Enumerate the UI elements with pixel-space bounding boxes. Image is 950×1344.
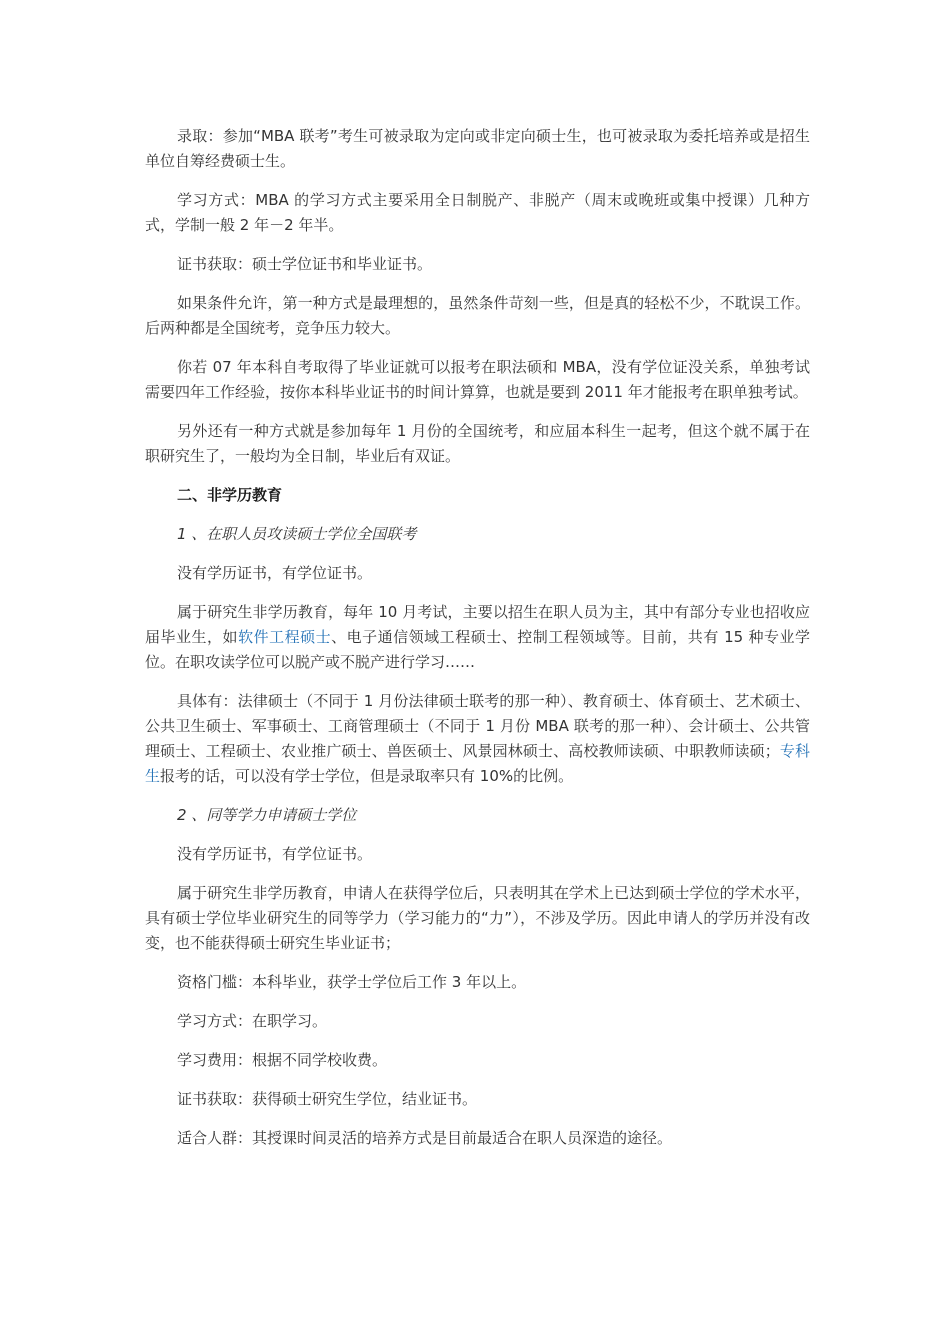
- paragraph-other-way: 另外还有一种方式就是参加每年 1 月份的全国统考，和应届本科生一起考，但这个就不属于在职研究生了，一般均为全日制，毕业后有双证。: [145, 422, 810, 465]
- junior-college-link[interactable]: 专科生: [145, 742, 810, 785]
- paragraph-national-exam-desc: [145, 600, 810, 675]
- paragraph-self-exam: 你若 07 年本科自考取得了毕业证就可以报考在职法硕和 MBA，没有学位证没关系，单独考试需要四年工作经验，按你本科毕业证书的时间计算算，也就是要到 2011 年才能报考在职单独考试。: [145, 358, 810, 401]
- section-heading-non-degree: 二、非学历教育: [177, 486, 283, 504]
- paragraph-study-mode-2: 学习方式：在职学习。: [177, 1012, 328, 1030]
- paragraph-equivalent-desc: 属于研究生非学历教育，申请人在获得学位后，只表明其在学术上已达到硕士学位的学术水平，具有硕士学位毕业研究生的同等学力（学习能力的“力”），不涉及学历。因此申请人的学历并没有改变，也不能获得硕士研究生毕业证书；: [145, 884, 810, 952]
- document-body: [145, 124, 810, 1165]
- paragraph-no-diploma-1: 没有学历证书，有学位证书。: [177, 564, 373, 582]
- paragraph-no-diploma-2: 没有学历证书，有学位证书。: [177, 845, 373, 863]
- paragraph-admission: 录取：参加“MBA 联考”考生可被录取为定向或非定向硕士生，也可被录取为委托培养或是招生单位自筹经费硕士生。: [145, 127, 810, 170]
- paragraph-fees: 学习费用：根据不同学校收费。: [177, 1051, 388, 1069]
- subsection-title-equivalent: 2 、同等学力申请硕士学位: [177, 806, 357, 824]
- paragraph-advice: 如果条件允许，第一种方式是最理想的，虽然条件苛刻一些，但是真的轻松不少，不耽误工作。后两种都是全国统考，竞争压力较大。: [145, 294, 810, 337]
- paragraph-certificate: 证书获取：硕士学位证书和毕业证书。: [177, 255, 433, 273]
- paragraph-suitable: 适合人群：其授课时间灵活的培养方式是目前最适合在职人员深造的途径。: [177, 1129, 673, 1147]
- text-segment: 具体有：法律硕士（不同于 1 月份法律硕士联考的那一种）、教育硕士、体育硕士、艺术硕士、公共卫生硕士、军事硕士、工商管理硕士（不同于 1 月份 MBA 联考的那一种）、会计硕士、公共管理硕士、工程硕士、农业推广硕士、兽医硕士、风景园林硕士、高校教师读硕、中职教师读硕；: [145, 692, 810, 760]
- software-engineering-link[interactable]: 软件工程硕士: [238, 628, 332, 646]
- paragraph-certificate-2: 证书获取：获得硕士研究生学位，结业证书。: [177, 1090, 478, 1108]
- text-segment: 报考的话，可以没有学士学位，但是录取率只有 10%的比例。: [160, 767, 574, 785]
- paragraph-degree-list: [145, 689, 810, 789]
- paragraph-requirements: 资格门槛：本科毕业，获学士学位后工作 3 年以上。: [177, 973, 527, 991]
- paragraph-study-mode: 学习方式：MBA 的学习方式主要采用全日制脱产、非脱产（周末或晚班或集中授课）几种方式，学制一般 2 年－2 年半。: [145, 191, 810, 234]
- text-segment: 属于研究生非学历教育，每年 10 月考试，主要以招生在职人员为主，其中有部分专业也招收应届毕业生，如: [145, 603, 810, 646]
- subsection-title-national-exam: 1 、在职人员攻读硕士学位全国联考: [177, 525, 417, 543]
- text-segment: 、电子通信领域工程硕士、控制工程领域等。目前，共有 15 种专业学位。在职攻读学位可以脱产或不脱产进行学习……: [145, 628, 810, 671]
